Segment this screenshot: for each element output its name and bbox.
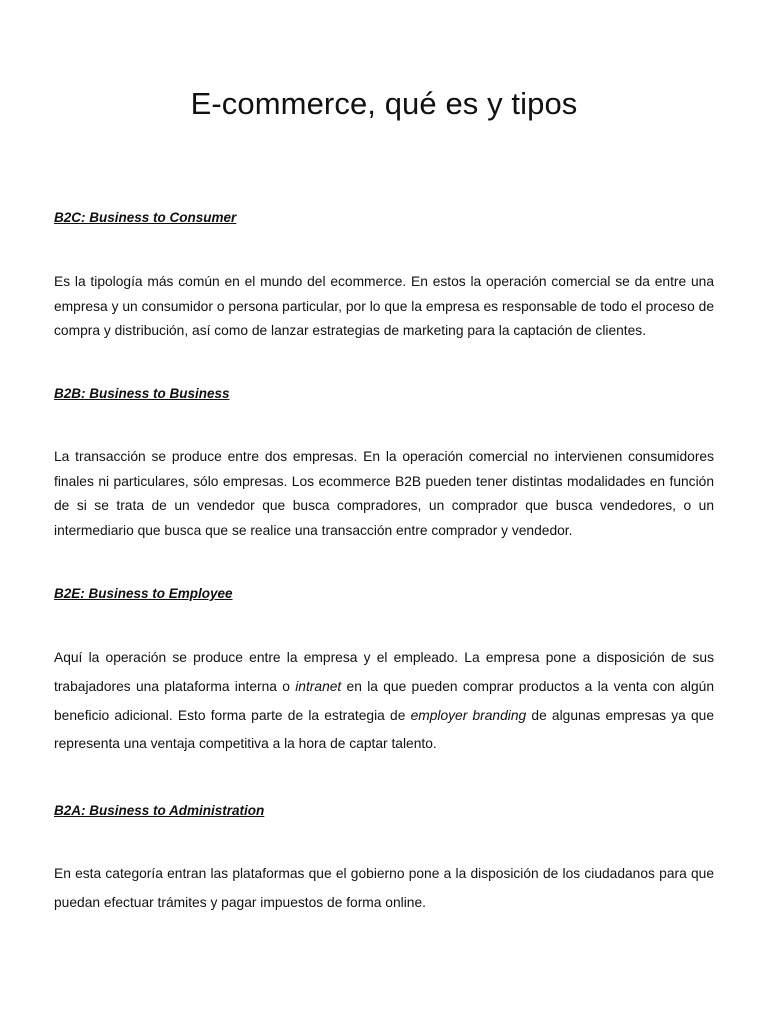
- document-title: E-commerce, qué es y tipos: [190, 86, 578, 121]
- section-paragraph-b2e: [54, 644, 714, 759]
- section-paragraph-b2b: La transacción se produce entre dos empresas. En la operación comercial no intervienen consumidores finales ni particulares, sólo empresas. Los ecommerce B2B pueden tener distintas modalidades en función de si se trata de un vendedor que busca compradores, un comprador que busca vendedores, o un intermediario que busca que se realice una transacción entre comprador y vendedor.: [54, 449, 714, 538]
- paragraph-text: en la que pueden comprar productos a la venta con algún beneficio adicional. Esto forma parte de la estrategia de: [54, 678, 714, 723]
- section-paragraph-b2c: Es la tipología más común en el mundo del ecommerce. En estos la operación comercial se da entre una empresa y un consumidor o persona particular, por lo que la empresa es responsable de todo el proceso de compra y distribución, así como de lanzar estrategias de marketing para la captación de clientes.: [54, 274, 714, 338]
- paragraph-text: de algunas empresas ya que representa una ventaja competitiva a la hora de captar talento.: [54, 707, 714, 752]
- section-heading-b2c: B2C: Business to Consumer: [54, 210, 237, 225]
- paragraph-emphasis-intranet: intranet: [295, 678, 342, 694]
- section-heading-b2b: B2B: Business to Business: [54, 386, 230, 401]
- paragraph-text: Aquí la operación se produce entre la empresa y el empleado. La empresa pone a disposición de sus trabajadores una plataforma interna o: [54, 650, 714, 694]
- section-heading-b2e: B2E: Business to Employee: [54, 586, 233, 601]
- paragraph-emphasis-employer-branding: employer branding: [410, 707, 527, 723]
- section-heading-b2a: B2A: Business to Administration: [54, 803, 265, 818]
- section-paragraph-b2a: En esta categoría entran las plataformas que el gobierno pone a la disposición de los ciudadanos para que puedan efectuar trámites y pagar impuestos de forma online.: [54, 866, 714, 910]
